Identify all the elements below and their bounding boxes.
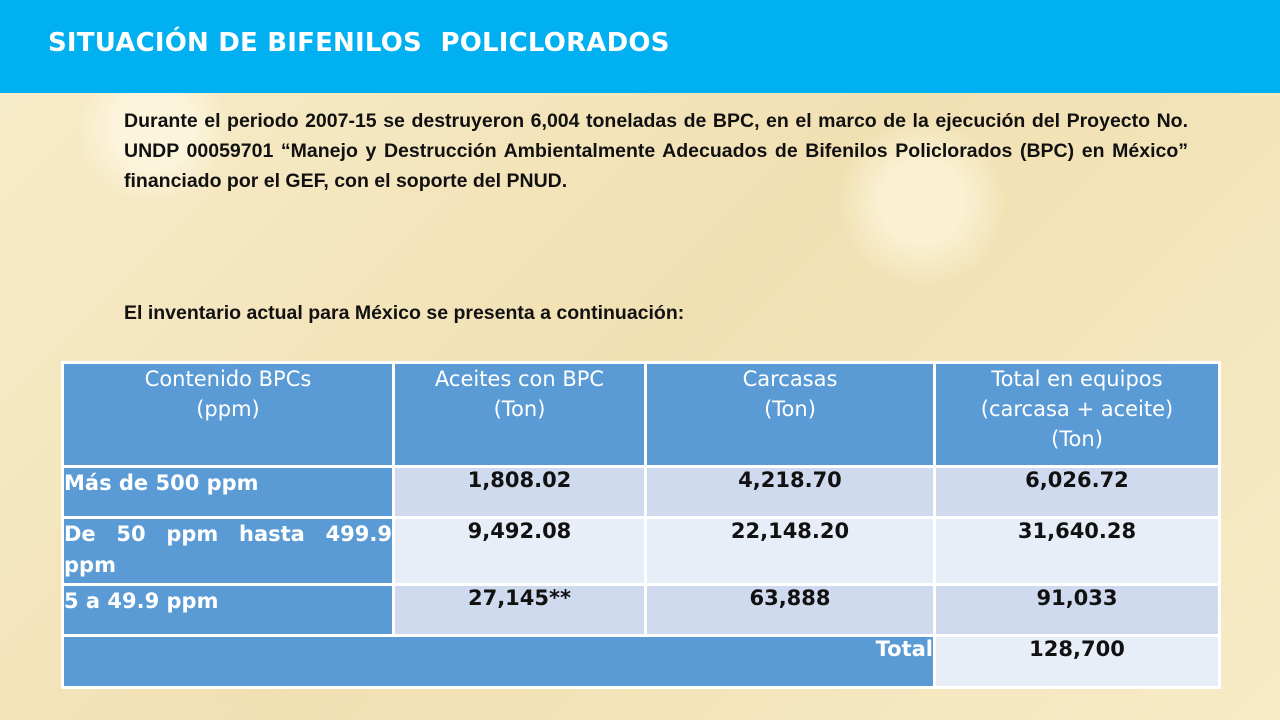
cell-carcasas: 63,888 bbox=[646, 585, 935, 636]
cell-aceites: 1,808.02 bbox=[394, 467, 646, 518]
cell-total: 91,033 bbox=[935, 585, 1220, 636]
total-label: Total bbox=[63, 636, 935, 688]
cell-aceites: 27,145** bbox=[394, 585, 646, 636]
header-aceites: Aceites con BPC (Ton) bbox=[394, 363, 646, 467]
header-contenido: Contenido BPCs (ppm) bbox=[63, 363, 394, 467]
cell-total: 6,026.72 bbox=[935, 467, 1220, 518]
header-carcasas: Carcasas (Ton) bbox=[646, 363, 935, 467]
page-title: SITUACIÓN DE BIFENILOS POLICLORADOS bbox=[48, 28, 670, 58]
row-label: Más de 500 ppm bbox=[63, 467, 394, 518]
table-row bbox=[63, 585, 1220, 636]
table-total-row bbox=[63, 636, 1220, 688]
cell-carcasas: 22,148.20 bbox=[646, 518, 935, 585]
table-row bbox=[63, 518, 1220, 585]
cell-total: 31,640.28 bbox=[935, 518, 1220, 585]
total-value: 128,700 bbox=[935, 636, 1220, 688]
inventory-note: El inventario actual para México se presenta a continuación: bbox=[124, 302, 685, 324]
table-header-row bbox=[63, 363, 1220, 467]
inventory-table bbox=[61, 361, 1221, 689]
intro-paragraph: Durante el periodo 2007-15 se destruyeron 6,004 toneladas de BPC, en el marco de la ejecución del Proyecto No. UNDP 00059701 “Manejo y Destrucción Ambientalmente Adecuados de Bifenilos Policlorados (BPC) en México” financiado por el GEF, con el soporte del PNUD. bbox=[124, 110, 1188, 192]
row-label: 5 a 49.9 ppm bbox=[63, 585, 394, 636]
row-label: De 50 ppm hasta 499.9 ppm bbox=[63, 518, 394, 585]
title-bar bbox=[0, 0, 1280, 93]
cell-aceites: 9,492.08 bbox=[394, 518, 646, 585]
table-row bbox=[63, 467, 1220, 518]
header-total-equipos: Total en equipos (carcasa + aceite) (Ton) bbox=[935, 363, 1220, 467]
cell-carcasas: 4,218.70 bbox=[646, 467, 935, 518]
